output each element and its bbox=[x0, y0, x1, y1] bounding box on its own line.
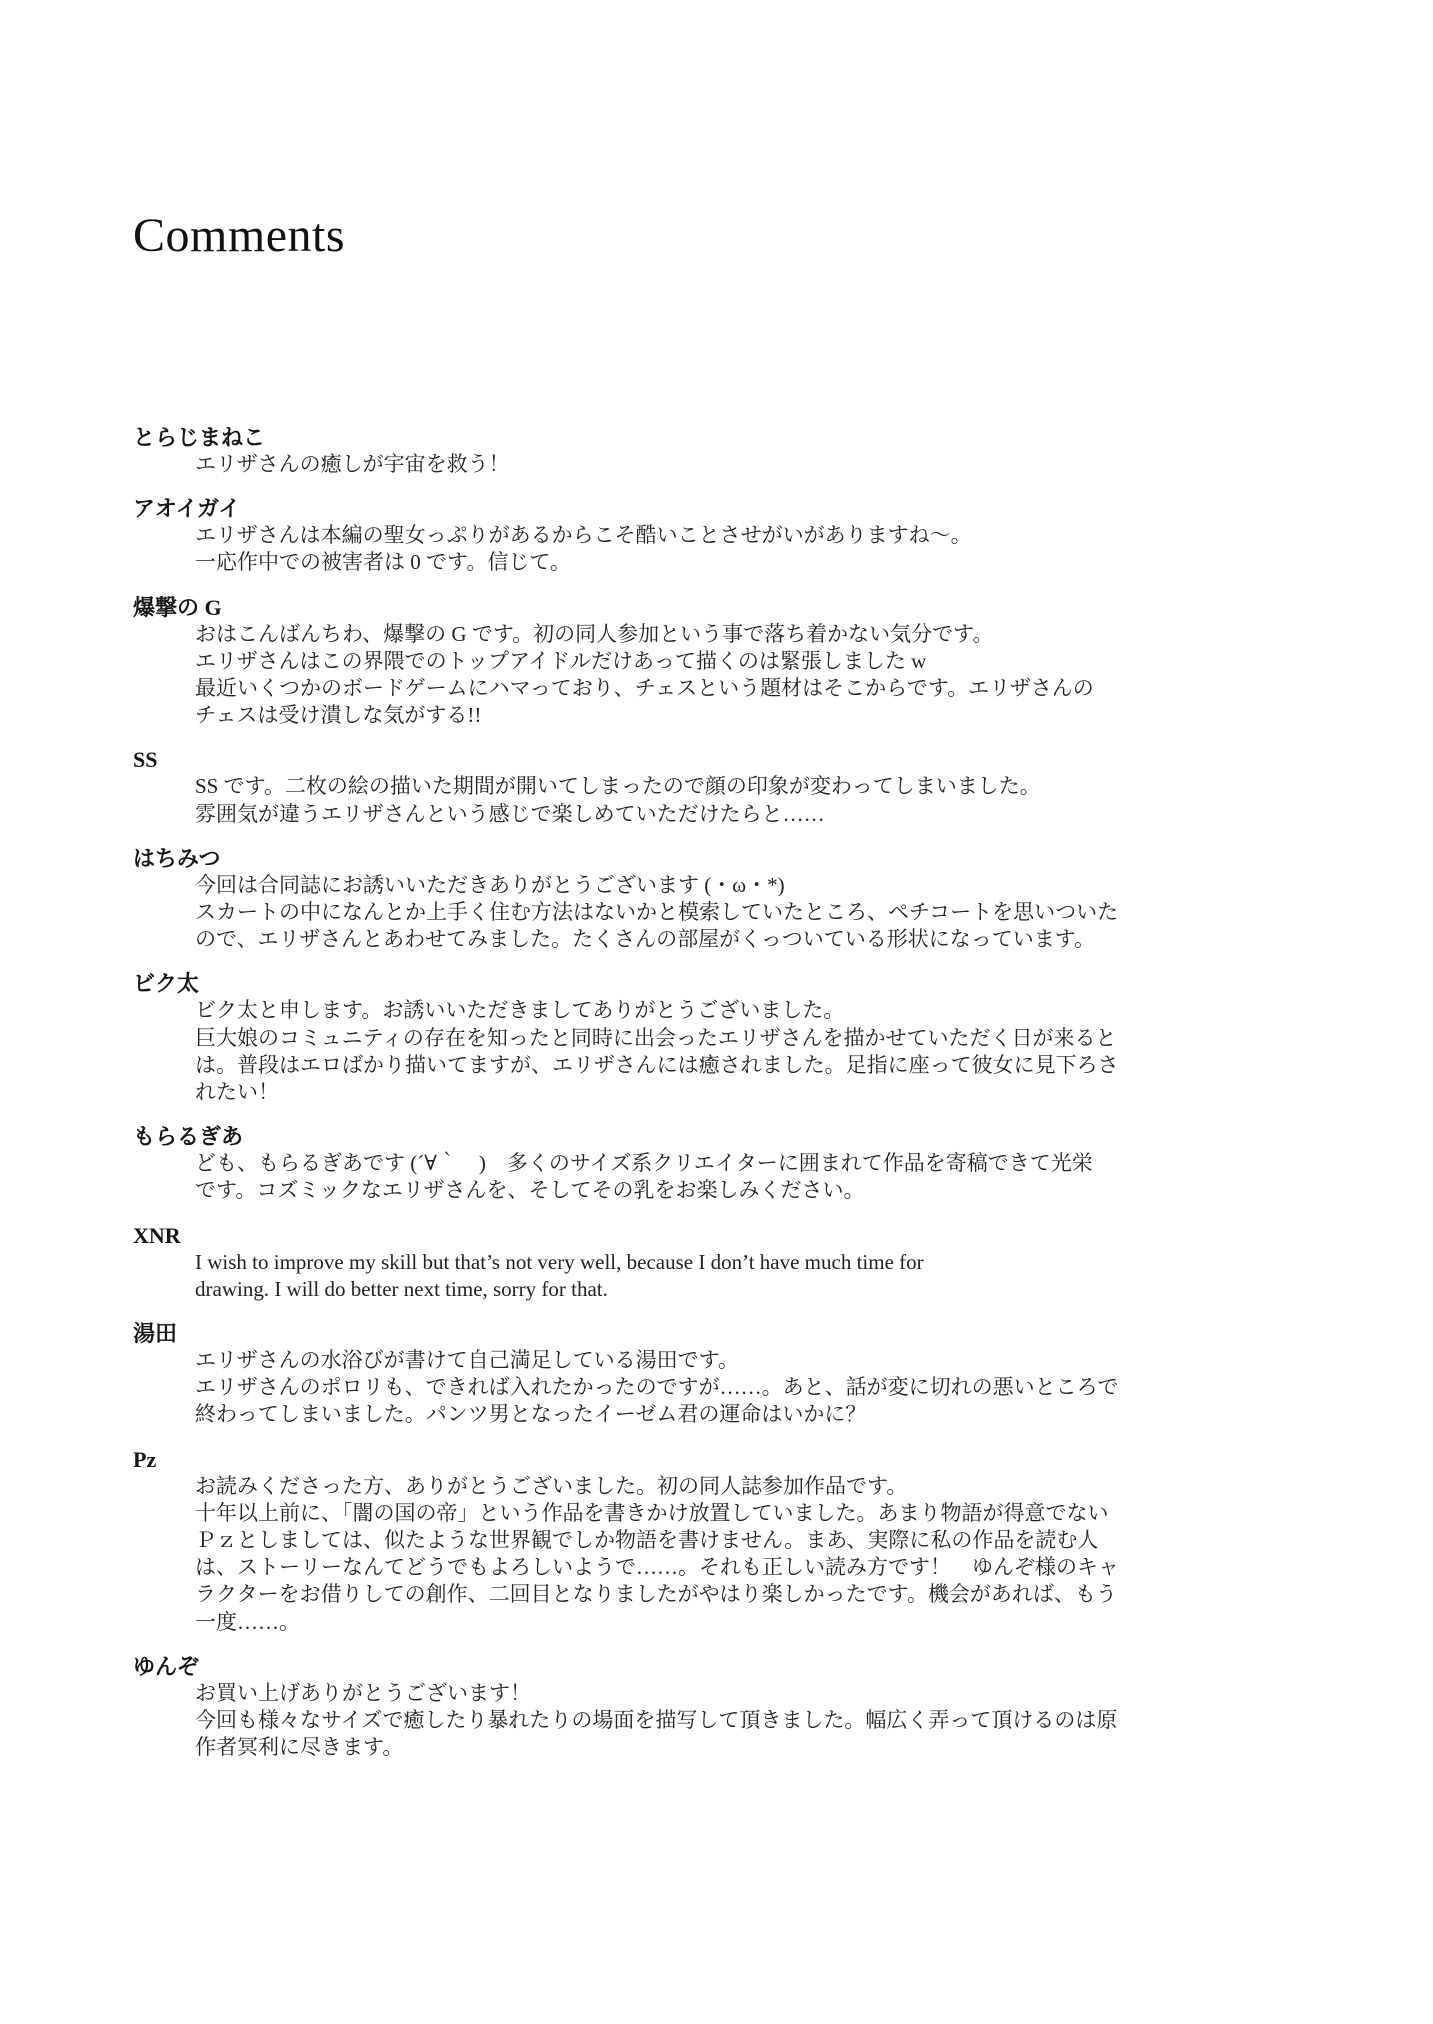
comment-line: drawing. I will do better next time, sorry for that. bbox=[195, 1276, 608, 1301]
comment-section bbox=[133, 594, 1313, 730]
comment-lines bbox=[133, 1680, 1313, 1762]
comment-line: 作者冥利に尽きます。 bbox=[195, 1735, 404, 1760]
comment-section bbox=[133, 495, 1313, 576]
comment-line: エリザさんはこの界隈でのトップアイドルだけあって描くのは緊張しました w bbox=[195, 648, 927, 673]
comment-line: エリザさんの癒しが宇宙を救う！ bbox=[195, 452, 510, 476]
comment-line: エリザさんの水浴びが書けて自己満足している湯田です。 bbox=[195, 1348, 739, 1373]
author-name: SS bbox=[133, 747, 158, 773]
comment-line: エリザさんは本編の聖女っぷりがあるからこそ酷いことさせがいがありますね〜。 bbox=[195, 523, 972, 548]
page-title: Comments bbox=[133, 209, 346, 263]
author-name: ゆんぞ bbox=[133, 1653, 200, 1679]
comment-lines bbox=[133, 451, 1313, 478]
comment-lines bbox=[133, 1249, 1313, 1303]
comment-line: SS です。二枚の絵の描いた期間が開いてしまったので顔の印象が変わってしまいました。 bbox=[195, 774, 1041, 799]
author-name: もらるぎあ bbox=[133, 1124, 244, 1150]
comment-lines bbox=[133, 1150, 1313, 1204]
comment-line: 今回は合同誌にお誘いいただきありがとうございます (・ω・*) bbox=[195, 872, 785, 897]
comment-line: ので、エリザさんとあわせてみました。たくさんの部屋がくっついている形状になっています。 bbox=[195, 927, 1096, 952]
comment-lines bbox=[133, 872, 1313, 954]
author-name: 湯田 bbox=[133, 1321, 178, 1347]
comment-line: です。コズミックなエリザさんを、そしてその乳をお楽しみください。 bbox=[195, 1178, 865, 1203]
comment-line: 巨大娘のコミュニティの存在を知ったと同時に出会ったエリザさんを描かせていただく日が来ると bbox=[195, 1025, 1117, 1050]
comment-line: ラクターをお借りしての創作、二回目となりましたがやはり楽しかったです。機会があれば、もう bbox=[195, 1582, 1117, 1607]
comment-lines bbox=[133, 621, 1313, 730]
comment-section bbox=[133, 1123, 1313, 1204]
comment-lines bbox=[133, 1347, 1313, 1429]
comment-section bbox=[133, 845, 1313, 954]
comment-lines bbox=[133, 997, 1313, 1106]
comment-line: おはこんばんちわ、爆撃の G です。初の同人参加という事で落ち着かない気分です。 bbox=[195, 621, 994, 646]
author-name: Pz bbox=[133, 1446, 157, 1472]
comment-line: お買い上げありがとうございます！ bbox=[195, 1680, 531, 1705]
author-name: アオイガイ bbox=[133, 496, 241, 522]
author-name: 爆撃の G bbox=[133, 594, 222, 620]
comment-line: ビク太と申します。お誘いいただきましてありがとうございました。 bbox=[195, 998, 845, 1023]
comment-line: 終わってしまいました。パンツ男となったイーゼム君の運命はいかに？ bbox=[195, 1402, 867, 1427]
comment-lines bbox=[133, 773, 1313, 827]
comment-section bbox=[133, 424, 1313, 478]
author-name: とらじまねこ bbox=[133, 425, 266, 450]
comment-line: I wish to improve my skill but that’s not very well, because I don’t have much time for bbox=[195, 1249, 924, 1274]
comment-line: 一度……。 bbox=[195, 1609, 300, 1634]
comment-line: は。普段はエロばかり描いてますが、エリザさんには癒されました。足指に座って彼女に見下ろさ bbox=[195, 1052, 1119, 1077]
comment-line: エリザさんのポロリも、できれば入れたかったのですが……。あと、話が変に切れの悪いところで bbox=[195, 1375, 1119, 1400]
comment-line: スカートの中になんとか上手く住む方法はないかと模索していたところ、ペチコートを思いついた bbox=[195, 900, 1119, 925]
comment-line: チェスは受け潰しな気がする!! bbox=[195, 703, 482, 728]
comment-lines bbox=[133, 1473, 1313, 1636]
comment-line: 今回も様々なサイズで癒したり暴れたりの場面を描写して頂きました。幅広く弄って頂けるのは原 bbox=[195, 1708, 1118, 1733]
comment-line: 一応作中での被害者は 0 です。信じて。 bbox=[195, 550, 571, 575]
comment-section bbox=[133, 1222, 1313, 1303]
comment-line: お読みくださった方、ありがとうございました。初の同人誌参加作品です。 bbox=[195, 1473, 908, 1498]
comment-section bbox=[133, 1320, 1313, 1429]
comment-line: Ｐｚとしましては、似たような世界観でしか物語を書けません。まあ、実際に私の作品を読む人 bbox=[195, 1528, 1099, 1553]
comment-line: 雰囲気が違うエリザさんという感じで楽しめていただけたらと…… bbox=[195, 801, 825, 826]
comment-line: は、ストーリーなんてどうでもよろしいようで……。それも正しい読み方です！ ゆんぞ様のキャ bbox=[195, 1555, 1119, 1580]
author-name: XNR bbox=[133, 1222, 181, 1248]
comment-section bbox=[133, 1653, 1313, 1762]
comment-lines bbox=[133, 522, 1313, 576]
comment-line: 十年以上前に、「闇の国の帝」という作品を書きかけ放置していました。あまり物語が得意でない bbox=[195, 1500, 1109, 1525]
comment-section bbox=[133, 1446, 1313, 1636]
comment-line: ども、もらるぎあです (´∀｀ ) 多くのサイズ系クリエイターに囲まれて作品を寄稿できて光栄 bbox=[195, 1151, 1093, 1176]
author-name: はちみつ bbox=[133, 845, 221, 871]
comment-section bbox=[133, 746, 1313, 827]
comment-section bbox=[133, 970, 1313, 1106]
comment-line: れたい！ bbox=[195, 1080, 279, 1105]
comment-line: 最近いくつかのボードゲームにハマっており、チェスという題材はそこからです。エリザさんの bbox=[195, 676, 1094, 701]
author-name: ビク太 bbox=[133, 971, 200, 997]
comments-list bbox=[133, 424, 1313, 1779]
